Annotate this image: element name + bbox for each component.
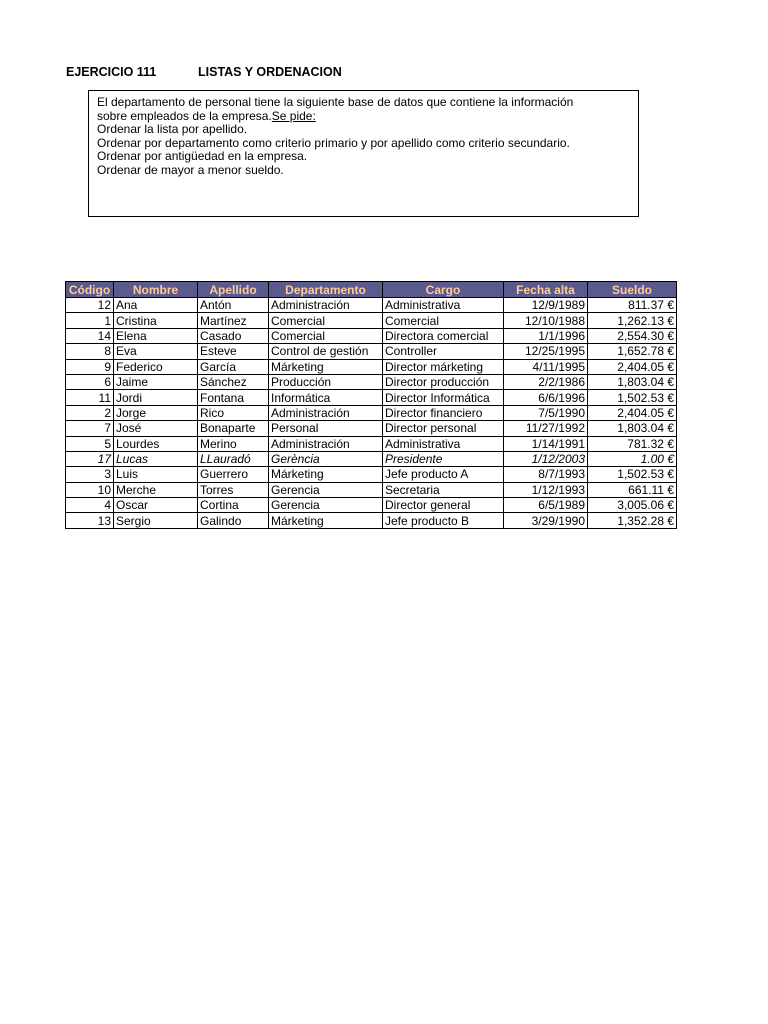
table-row xyxy=(66,298,677,313)
table-cell[interactable]: Jefe producto B xyxy=(383,513,504,528)
instruction-line: Ordenar la lista por apellido. xyxy=(97,122,248,137)
table-cell[interactable]: 3 xyxy=(66,467,114,482)
table-cell[interactable]: Administrativa xyxy=(383,298,504,313)
table-cell[interactable]: 1,502.53 € xyxy=(588,467,677,482)
table-cell[interactable]: 1/12/1993 xyxy=(504,482,588,497)
table-cell[interactable]: 1,502.53 € xyxy=(588,390,677,405)
table-cell[interactable]: Eva xyxy=(114,344,198,359)
table-row xyxy=(66,374,677,389)
table-cell[interactable]: 2,554.30 € xyxy=(588,328,677,343)
table-cell[interactable]: Ana xyxy=(114,298,198,313)
table-cell[interactable]: 1,262.13 € xyxy=(588,313,677,328)
table-cell[interactable]: Merche xyxy=(114,482,198,497)
table-cell[interactable]: 11 xyxy=(66,390,114,405)
table-row xyxy=(66,451,677,466)
table-cell[interactable]: Fontana xyxy=(198,390,269,405)
table-cell[interactable]: Comercial xyxy=(383,313,504,328)
table-cell[interactable]: 1/12/2003 xyxy=(504,451,588,466)
table-cell[interactable]: Guerrero xyxy=(198,467,269,482)
table-cell[interactable]: 7/5/1990 xyxy=(504,405,588,420)
table-cell[interactable]: Federico xyxy=(114,359,198,374)
table-row xyxy=(66,498,677,513)
instruction-text: sobre empleados de la empresa. xyxy=(97,108,272,123)
table-cell[interactable]: 7 xyxy=(66,421,114,436)
table-cell[interactable]: 2,404.05 € xyxy=(588,359,677,374)
table-cell[interactable]: Rico xyxy=(198,405,269,420)
table-cell[interactable]: Merino xyxy=(198,436,269,451)
table-row xyxy=(66,359,677,374)
table-cell[interactable]: Jorge xyxy=(114,405,198,420)
table-row xyxy=(66,467,677,482)
table-cell[interactable]: Galindo xyxy=(198,513,269,528)
table-cell[interactable]: Director producción xyxy=(383,374,504,389)
table-cell[interactable]: 1.00 € xyxy=(588,451,677,466)
table-cell[interactable]: 8 xyxy=(66,344,114,359)
table-cell[interactable]: Presidente xyxy=(383,451,504,466)
table-cell[interactable]: 1,352.28 € xyxy=(588,513,677,528)
table-cell[interactable]: Administración xyxy=(269,436,383,451)
table-cell[interactable]: Director Informática xyxy=(383,390,504,405)
exercise-topic: LISTAS Y ORDENACION xyxy=(198,65,342,79)
table-cell[interactable]: Torres xyxy=(198,482,269,497)
table-row xyxy=(66,436,677,451)
table-row xyxy=(66,328,677,343)
table-cell[interactable]: Gerència xyxy=(269,451,383,466)
table-cell[interactable]: 5 xyxy=(66,436,114,451)
table-cell[interactable]: Esteve xyxy=(198,344,269,359)
table-cell[interactable]: 781.32 € xyxy=(588,436,677,451)
table-cell[interactable]: Casado xyxy=(198,328,269,343)
column-header[interactable]: Nombre xyxy=(114,282,198,298)
table-cell[interactable]: 12/9/1989 xyxy=(504,298,588,313)
table-row xyxy=(66,344,677,359)
table-cell[interactable]: Sergio xyxy=(114,513,198,528)
table-cell[interactable]: Administración xyxy=(269,298,383,313)
table-cell[interactable]: Director financiero xyxy=(383,405,504,420)
table-cell[interactable]: Comercial xyxy=(269,328,383,343)
exercise-number: EJERCICIO 111 xyxy=(66,65,157,79)
table-cell[interactable]: 3/29/1990 xyxy=(504,513,588,528)
table-row xyxy=(66,405,677,420)
table-cell[interactable]: Secretaria xyxy=(383,482,504,497)
table-cell[interactable]: 1/14/1991 xyxy=(504,436,588,451)
table-cell[interactable]: Administrativa xyxy=(383,436,504,451)
table-cell[interactable]: 6/6/1996 xyxy=(504,390,588,405)
table-cell[interactable]: 11/27/1992 xyxy=(504,421,588,436)
table-cell[interactable]: Gerencia xyxy=(269,498,383,513)
column-header[interactable]: Código xyxy=(66,282,114,298)
table-cell[interactable]: 2/2/1986 xyxy=(504,374,588,389)
instruction-line: El departamento de personal tiene la siguiente base de datos que contiene la información xyxy=(97,95,574,109)
table-row xyxy=(66,390,677,405)
table-cell[interactable]: Antón xyxy=(198,298,269,313)
table-cell[interactable]: Director márketing xyxy=(383,359,504,374)
table-cell[interactable]: 6/5/1989 xyxy=(504,498,588,513)
table-cell[interactable]: 811.37 € xyxy=(588,298,677,313)
table-cell[interactable]: Director general xyxy=(383,498,504,513)
table-row xyxy=(66,513,677,528)
table-row xyxy=(66,421,677,436)
table-cell[interactable]: 2 xyxy=(66,405,114,420)
table-cell[interactable]: 12 xyxy=(66,298,114,313)
table-cell[interactable]: Márketing xyxy=(269,513,383,528)
table-cell[interactable]: 10 xyxy=(66,482,114,497)
table-cell[interactable]: 8/7/1993 xyxy=(504,467,588,482)
table-cell[interactable]: 1 xyxy=(66,313,114,328)
table-cell[interactable]: 12/10/1988 xyxy=(504,313,588,328)
instruction-line: Ordenar por departamento como criterio primario y por apellido como criterio secundario. xyxy=(97,135,570,150)
table-cell[interactable]: 6 xyxy=(66,374,114,389)
instructions-box xyxy=(88,90,639,217)
table-cell[interactable]: 17 xyxy=(66,451,114,466)
page-title xyxy=(66,65,342,79)
table-row xyxy=(66,482,677,497)
table-cell[interactable]: Elena xyxy=(114,328,198,343)
column-header[interactable]: Apellido xyxy=(198,282,269,298)
table-cell[interactable]: Jaime xyxy=(114,374,198,389)
table-cell[interactable]: Bonaparte xyxy=(198,421,269,436)
column-header[interactable]: Cargo xyxy=(383,282,504,298)
table-cell[interactable]: 2,404.05 € xyxy=(588,405,677,420)
table-cell[interactable]: Producción xyxy=(269,374,383,389)
instruction-line: Ordenar por antigüedad en la empresa. xyxy=(97,149,308,164)
table-cell[interactable]: Lourdes xyxy=(114,436,198,451)
table-cell[interactable]: Gerencia xyxy=(269,482,383,497)
table-cell[interactable]: 9 xyxy=(66,359,114,374)
table-cell[interactable]: Control de gestión xyxy=(269,344,383,359)
column-header[interactable]: Fecha alta xyxy=(504,282,588,298)
table-cell[interactable]: 4/11/1995 xyxy=(504,359,588,374)
table-cell[interactable]: 12/25/1995 xyxy=(504,344,588,359)
table-cell[interactable]: Personal xyxy=(269,421,383,436)
table-cell[interactable]: 1,803.04 € xyxy=(588,374,677,389)
table-cell[interactable]: Oscar xyxy=(114,498,198,513)
table-cell[interactable]: Jordi xyxy=(114,390,198,405)
table-cell[interactable]: Cortina xyxy=(198,498,269,513)
table-header-row xyxy=(66,282,677,298)
table-cell[interactable]: Directora comercial xyxy=(383,328,504,343)
table-cell[interactable]: Administración xyxy=(269,405,383,420)
table-cell[interactable]: 1,803.04 € xyxy=(588,421,677,436)
table-cell[interactable]: Márketing xyxy=(269,359,383,374)
table-cell[interactable]: Sánchez xyxy=(198,374,269,389)
table-cell[interactable]: 3,005.06 € xyxy=(588,498,677,513)
table-cell[interactable]: Lucas xyxy=(114,451,198,466)
column-header[interactable]: Departamento xyxy=(269,282,383,298)
table-cell[interactable]: Informática xyxy=(269,390,383,405)
table-cell[interactable]: Luis xyxy=(114,467,198,482)
table-cell[interactable]: Martínez xyxy=(198,313,269,328)
table-cell[interactable]: Comercial xyxy=(269,313,383,328)
table-cell[interactable]: Jefe producto A xyxy=(383,467,504,482)
table-row xyxy=(66,313,677,328)
table-body xyxy=(66,298,677,529)
table-cell[interactable]: Cristina xyxy=(114,313,198,328)
instruction-se-pide: Se pide: xyxy=(271,108,316,123)
table-cell[interactable]: 1/1/1996 xyxy=(504,328,588,343)
table-cell[interactable]: 13 xyxy=(66,513,114,528)
table-cell[interactable]: 1,652.78 € xyxy=(588,344,677,359)
employee-table xyxy=(65,281,677,529)
table-cell[interactable]: 14 xyxy=(66,328,114,343)
column-header[interactable]: Sueldo xyxy=(588,282,677,298)
table-cell[interactable]: 661.11 € xyxy=(588,482,677,497)
table-cell[interactable]: 4 xyxy=(66,498,114,513)
instruction-line xyxy=(97,110,630,124)
table-cell[interactable]: García xyxy=(198,359,269,374)
table-cell[interactable]: Controller xyxy=(383,344,504,359)
table-cell[interactable]: Márketing xyxy=(269,467,383,482)
table-cell[interactable]: Director personal xyxy=(383,421,504,436)
table-cell[interactable]: José xyxy=(114,421,198,436)
instruction-line: Ordenar de mayor a menor sueldo. xyxy=(97,162,284,177)
table-cell[interactable]: LLauradó xyxy=(198,451,269,466)
